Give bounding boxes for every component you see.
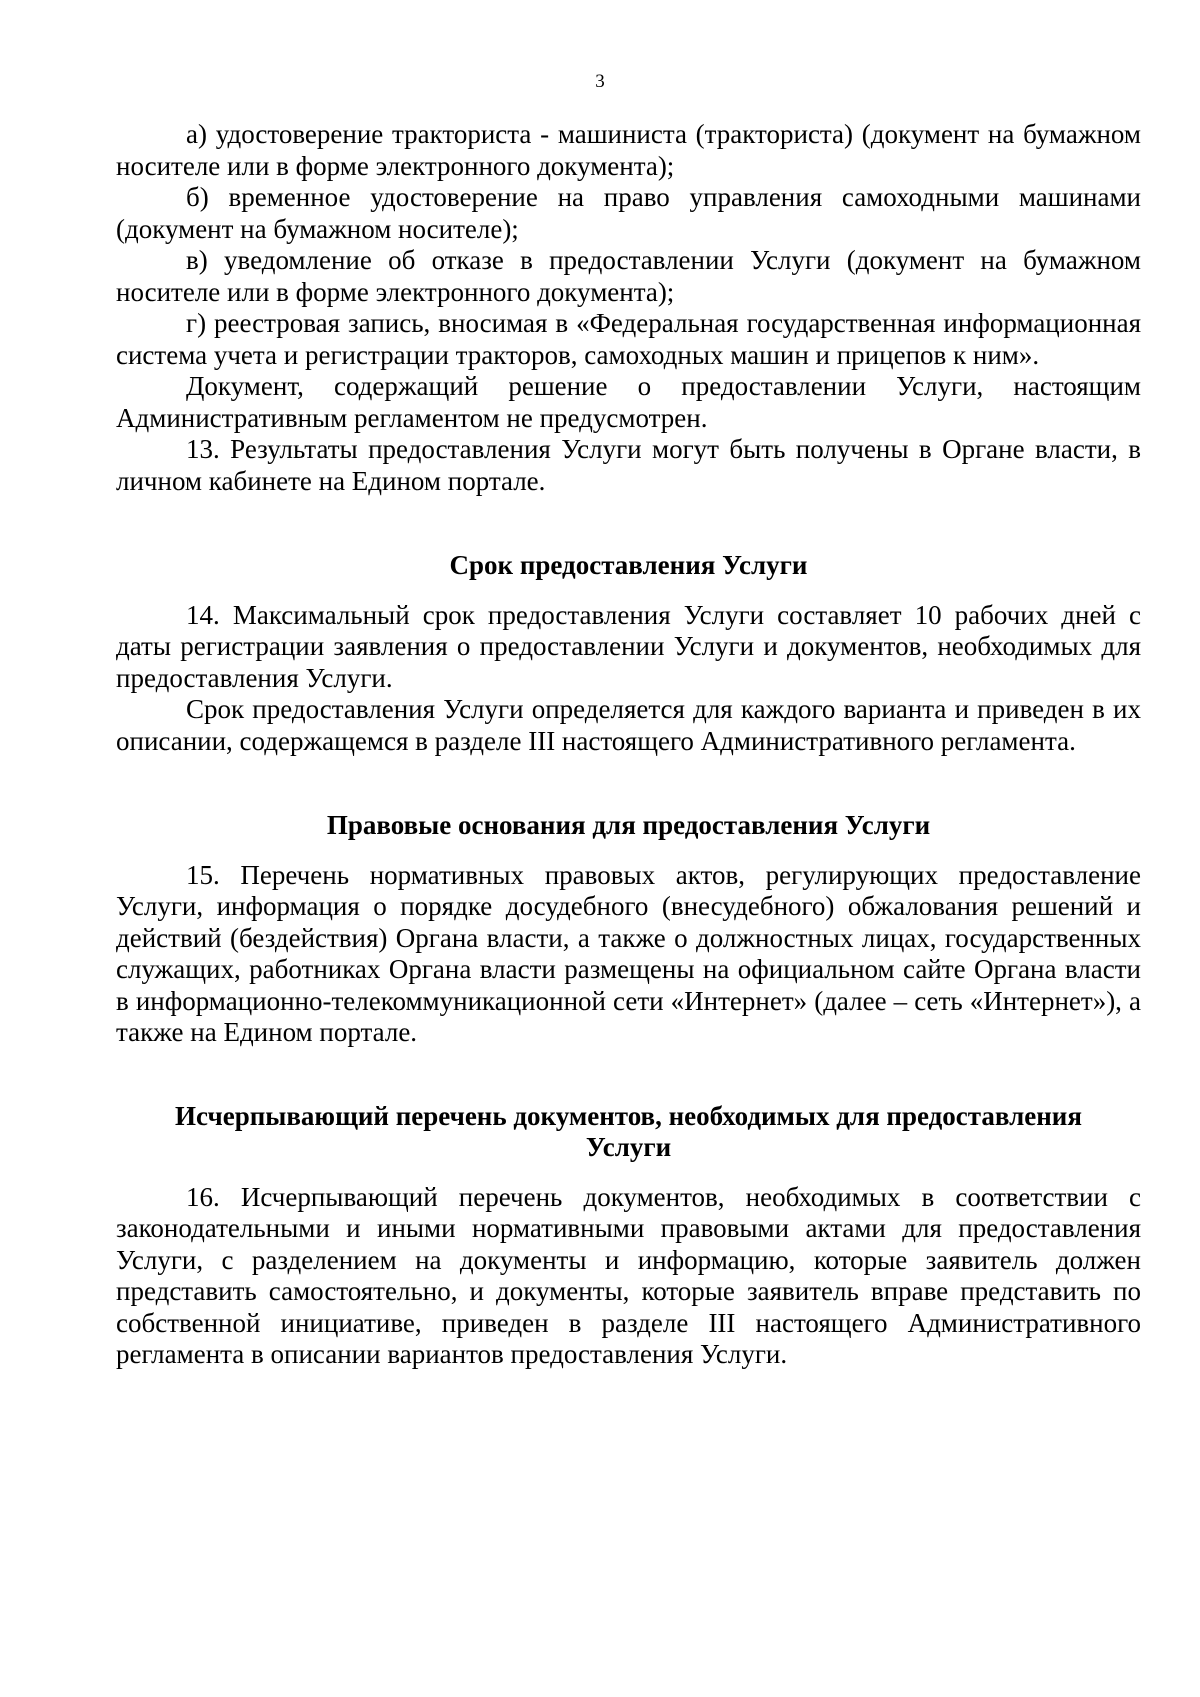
- section-heading-documents: [116, 1101, 1141, 1164]
- spacer: [116, 757, 1141, 810]
- paragraph-15: 15. Перечень нормативных правовых актов, регулирующих предоставление Услуги, информация о порядке досудебного (внесудебного) обжалования решений и действий (бездействия) Органа власти, а также о должностных лицах, государственных служащих, работниках Органа власти размещены на официальном сайте Органа власти в информационно-телекоммуникационной сети «Интернет» (далее – сеть «Интернет»), а также на Едином портале.: [116, 859, 1141, 1047]
- paragraph-16: 16. Исчерпывающий перечень документов, необходимых в соответствии с законодательными и иными нормативными правовыми актами для предоставления Услуги, с разделением на документы и информацию, которые заявитель должен представить самостоятельно, и документы, которые заявитель вправе представить по собственной инициативе, приведен в разделе III настоящего Административного регламента в описании вариантов предоставления Услуги.: [116, 1181, 1141, 1369]
- paragraph-term-variants: Срок предоставления Услуги определяется для каждого варианта и приведен в их описании, содержащемся в разделе III настоящего Административного регламента.: [116, 694, 1141, 756]
- page-number: 3: [595, 71, 605, 92]
- document-body: [116, 119, 1141, 1371]
- section-heading-documents-line1: Исчерпывающий перечень документов, необходимых для предоставления: [175, 1100, 1082, 1131]
- paragraph-14: 14. Максимальный срок предоставления Услуги составляет 10 рабочих дней с даты регистрации заявления о предоставлении Услуги и документов, необходимых для предоставления Услуги.: [116, 599, 1141, 693]
- paragraph-result-g: г) реестровая запись, вносимая в «Федеральная государственная информационная система учета и регистрации тракторов, самоходных машин и прицепов к ним».: [116, 308, 1141, 370]
- spacer: [116, 842, 1141, 860]
- spacer: [116, 1164, 1141, 1182]
- section-heading-term: Срок предоставления Услуги: [449, 550, 808, 580]
- paragraph-decision-document: Документ, содержащий решение о предоставлении Услуги, настоящим Административным регламентом не предусмотрен.: [116, 371, 1141, 433]
- section-heading-legal-basis: Правовые основания для предоставления Услуги: [326, 810, 931, 840]
- paragraph-result-v: в) уведомление об отказе в предоставлении Услуги (документ на бумажном носителе или в форме электронного документа);: [116, 245, 1141, 307]
- paragraph-result-a: а) удостоверение тракториста - машиниста (тракториста) (документ на бумажном носителе или в форме электронного документа);: [116, 119, 1141, 181]
- section-heading-documents-line2: Услуги: [585, 1132, 672, 1162]
- paragraph-result-b: б) временное удостоверение на право управления самоходными машинами (документ на бумажном носителе);: [116, 182, 1141, 244]
- spacer: [116, 582, 1141, 600]
- spacer: [116, 497, 1141, 550]
- spacer: [116, 1049, 1141, 1101]
- paragraph-13: 13. Результаты предоставления Услуги могут быть получены в Органе власти, в личном кабинете на Едином портале.: [116, 434, 1141, 496]
